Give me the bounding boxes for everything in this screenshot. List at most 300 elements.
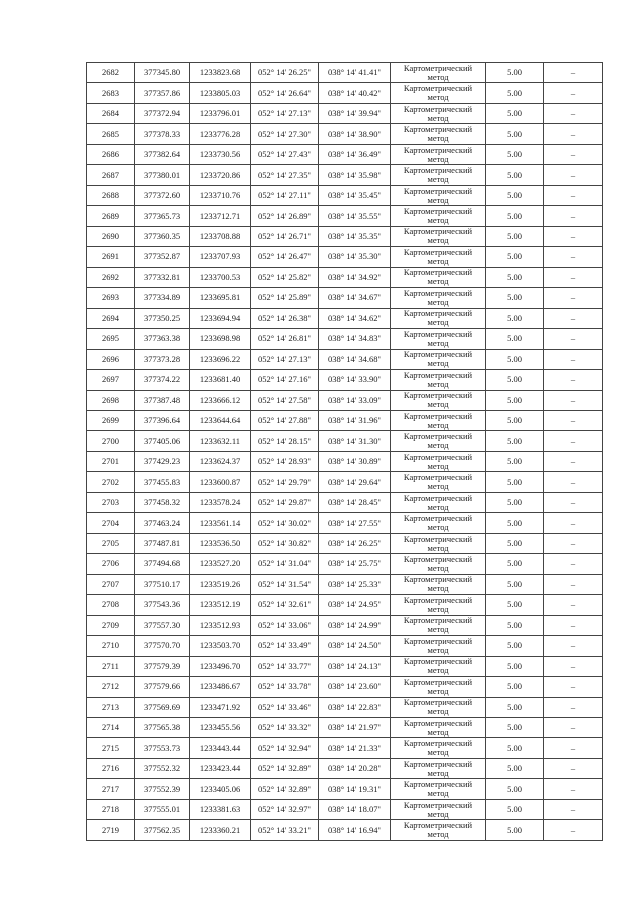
latitude-cell: 052° 14' 28.93" [251,451,319,471]
coord-y-cell: 1233696.22 [190,349,251,369]
method-line-2: метод [427,112,449,123]
latitude-cell: 052° 14' 31.54" [251,574,319,594]
note-cell: – [544,820,603,840]
longitude-cell: 038° 14' 34.67" [319,288,391,308]
coord-x-cell: 377382.64 [135,144,190,164]
note-cell: – [544,472,603,492]
method-line-1: Картометрический [403,410,473,421]
note-cell: – [544,779,603,799]
table-row [87,492,603,512]
latitude-cell: 052° 14' 27.43" [251,144,319,164]
accuracy-cell: 5.00 [486,513,544,533]
method-cell [391,206,486,226]
accuracy-cell: 5.00 [486,144,544,164]
point-number-cell: 2707 [87,574,135,594]
method-line-2: метод [427,92,449,103]
longitude-cell: 038° 14' 38.90" [319,124,391,144]
accuracy-cell: 5.00 [486,390,544,410]
table-row [87,288,603,308]
coord-x-cell: 377357.86 [135,83,190,103]
point-number-cell: 2694 [87,308,135,328]
coord-y-cell: 1233694.94 [190,308,251,328]
method-cell [391,144,486,164]
coord-x-cell: 377487.81 [135,533,190,553]
method-line-2: метод [427,726,449,737]
coord-y-cell: 1233776.28 [190,124,251,144]
latitude-cell: 052° 14' 29.87" [251,492,319,512]
accuracy-cell: 5.00 [486,758,544,778]
coord-x-cell: 377562.35 [135,820,190,840]
coord-y-cell: 1233512.93 [190,615,251,635]
note-cell: – [544,533,603,553]
note-cell: – [544,574,603,594]
note-cell: – [544,349,603,369]
coord-x-cell: 377405.06 [135,431,190,451]
method-line-2: метод [427,562,449,573]
table-row [87,718,603,738]
latitude-cell: 052° 14' 27.88" [251,410,319,430]
point-number-cell: 2712 [87,677,135,697]
method-line-2: метод [427,747,449,758]
method-line-1: Картометрический [403,185,473,196]
point-number-cell: 2688 [87,185,135,205]
note-cell: – [544,185,603,205]
point-number-cell: 2683 [87,83,135,103]
coord-y-cell: 1233710.76 [190,185,251,205]
method-cell [391,472,486,492]
method-cell [391,718,486,738]
coord-x-cell: 377332.81 [135,267,190,287]
note-cell: – [544,758,603,778]
longitude-cell: 038° 14' 20.28" [319,758,391,778]
latitude-cell: 052° 14' 32.97" [251,799,319,819]
point-number-cell: 2701 [87,451,135,471]
latitude-cell: 052° 14' 25.82" [251,267,319,287]
coord-x-cell: 377429.23 [135,451,190,471]
latitude-cell: 052° 14' 27.58" [251,390,319,410]
point-number-cell: 2704 [87,513,135,533]
coord-x-cell: 377570.70 [135,636,190,656]
table-row [87,267,603,287]
coord-y-cell: 1233443.44 [190,738,251,758]
point-number-cell: 2714 [87,718,135,738]
note-cell: – [544,451,603,471]
note-cell: – [544,63,603,83]
method-line-2: метод [427,276,449,287]
table-row [87,820,603,840]
latitude-cell: 052° 14' 33.49" [251,636,319,656]
coord-x-cell: 377458.32 [135,492,190,512]
method-line-2: метод [427,522,449,533]
table-row [87,615,603,635]
latitude-cell: 052° 14' 27.16" [251,370,319,390]
longitude-cell: 038° 14' 34.62" [319,308,391,328]
point-number-cell: 2684 [87,103,135,123]
latitude-cell: 052° 14' 26.64" [251,83,319,103]
coordinates-table [86,62,603,841]
coord-x-cell: 377352.87 [135,247,190,267]
coord-x-cell: 377360.35 [135,226,190,246]
longitude-cell: 038° 14' 35.30" [319,247,391,267]
method-cell [391,165,486,185]
note-cell: – [544,554,603,574]
coord-x-cell: 377552.39 [135,779,190,799]
method-line-1: Картометрический [403,717,473,728]
method-cell [391,758,486,778]
latitude-cell: 052° 14' 29.79" [251,472,319,492]
longitude-cell: 038° 14' 24.50" [319,636,391,656]
method-line-2: метод [427,685,449,696]
method-line-2: метод [427,460,449,471]
coord-x-cell: 377569.69 [135,697,190,717]
note-cell: – [544,329,603,349]
point-number-cell: 2708 [87,595,135,615]
note-cell: – [544,513,603,533]
table-row [87,83,603,103]
table-row [87,165,603,185]
longitude-cell: 038° 14' 21.97" [319,718,391,738]
method-line-1: Картометрический [403,328,473,339]
coord-y-cell: 1233681.40 [190,370,251,390]
point-number-cell: 2686 [87,144,135,164]
note-cell: – [544,124,603,144]
coord-y-cell: 1233600.87 [190,472,251,492]
note-cell: – [544,144,603,164]
accuracy-cell: 5.00 [486,370,544,390]
table-row [87,656,603,676]
longitude-cell: 038° 14' 19.31" [319,779,391,799]
longitude-cell: 038° 14' 24.99" [319,615,391,635]
coord-x-cell: 377463.24 [135,513,190,533]
point-number-cell: 2717 [87,779,135,799]
accuracy-cell: 5.00 [486,226,544,246]
method-line-1: Картометрический [403,615,473,626]
table-row [87,103,603,123]
note-cell: – [544,636,603,656]
note-cell: – [544,165,603,185]
method-line-2: метод [427,71,449,82]
latitude-cell: 052° 14' 30.02" [251,513,319,533]
note-cell: – [544,370,603,390]
method-cell [391,738,486,758]
method-line-2: метод [427,440,449,451]
method-line-2: метод [427,706,449,717]
accuracy-cell: 5.00 [486,83,544,103]
coord-x-cell: 377334.89 [135,288,190,308]
method-line-2: метод [427,235,449,246]
method-line-1: Картометрический [403,513,473,524]
method-cell [391,185,486,205]
method-line-2: метод [427,153,449,164]
coord-x-cell: 377387.48 [135,390,190,410]
coord-x-cell: 377455.83 [135,472,190,492]
note-cell: – [544,247,603,267]
latitude-cell: 052° 14' 33.32" [251,718,319,738]
table-row [87,124,603,144]
method-line-1: Картометрический [403,267,473,278]
longitude-cell: 038° 14' 29.64" [319,472,391,492]
method-line-1: Картометрический [403,451,473,462]
table-row [87,574,603,594]
accuracy-cell: 5.00 [486,206,544,226]
method-cell [391,329,486,349]
method-cell [391,63,486,83]
coord-y-cell: 1233695.81 [190,288,251,308]
longitude-cell: 038° 14' 27.55" [319,513,391,533]
method-line-1: Картометрический [403,349,473,360]
method-line-2: метод [427,133,449,144]
method-line-1: Картометрический [403,62,473,73]
coord-y-cell: 1233796.01 [190,103,251,123]
point-number-cell: 2693 [87,288,135,308]
note-cell: – [544,595,603,615]
method-cell [391,533,486,553]
method-cell [391,799,486,819]
method-cell [391,349,486,369]
note-cell: – [544,431,603,451]
table-row [87,144,603,164]
note-cell: – [544,267,603,287]
coord-y-cell: 1233512.19 [190,595,251,615]
coord-x-cell: 377555.01 [135,799,190,819]
table-row [87,390,603,410]
longitude-cell: 038° 14' 25.75" [319,554,391,574]
coord-x-cell: 377365.73 [135,206,190,226]
accuracy-cell: 5.00 [486,308,544,328]
longitude-cell: 038° 14' 35.45" [319,185,391,205]
note-cell: – [544,492,603,512]
accuracy-cell: 5.00 [486,410,544,430]
table-row [87,779,603,799]
coord-y-cell: 1233707.93 [190,247,251,267]
method-line-1: Картометрический [403,635,473,646]
accuracy-cell: 5.00 [486,595,544,615]
latitude-cell: 052° 14' 26.89" [251,206,319,226]
method-line-1: Картометрический [403,697,473,708]
method-line-1: Картометрический [403,369,473,380]
table-row [87,410,603,430]
coord-y-cell: 1233486.67 [190,677,251,697]
accuracy-cell: 5.00 [486,718,544,738]
method-line-2: метод [427,829,449,840]
latitude-cell: 052° 14' 26.25" [251,63,319,83]
coord-y-cell: 1233561.14 [190,513,251,533]
coord-x-cell: 377565.38 [135,718,190,738]
method-cell [391,410,486,430]
method-line-2: метод [427,399,449,410]
latitude-cell: 052° 14' 32.89" [251,758,319,778]
note-cell: – [544,308,603,328]
longitude-cell: 038° 14' 25.33" [319,574,391,594]
method-cell [391,103,486,123]
point-number-cell: 2689 [87,206,135,226]
latitude-cell: 052° 14' 33.77" [251,656,319,676]
table-row [87,758,603,778]
method-line-1: Картометрический [403,574,473,585]
note-cell: – [544,718,603,738]
method-line-2: метод [427,481,449,492]
accuracy-cell: 5.00 [486,431,544,451]
point-number-cell: 2709 [87,615,135,635]
latitude-cell: 052° 14' 30.82" [251,533,319,553]
coord-x-cell: 377372.60 [135,185,190,205]
latitude-cell: 052° 14' 27.35" [251,165,319,185]
coord-x-cell: 377372.94 [135,103,190,123]
method-line-1: Картометрический [403,758,473,769]
latitude-cell: 052° 14' 32.94" [251,738,319,758]
coord-x-cell: 377374.22 [135,370,190,390]
latitude-cell: 052° 14' 33.46" [251,697,319,717]
table-row [87,697,603,717]
latitude-cell: 052° 14' 27.30" [251,124,319,144]
method-line-2: метод [427,174,449,185]
method-cell [391,83,486,103]
table-row [87,206,603,226]
table-row [87,451,603,471]
accuracy-cell: 5.00 [486,329,544,349]
method-line-1: Картометрический [403,820,473,831]
method-cell [391,513,486,533]
coord-x-cell: 377510.17 [135,574,190,594]
method-cell [391,308,486,328]
table-row [87,370,603,390]
note-cell: – [544,83,603,103]
coord-x-cell: 377345.80 [135,63,190,83]
point-number-cell: 2713 [87,697,135,717]
method-cell [391,226,486,246]
accuracy-cell: 5.00 [486,124,544,144]
method-line-2: метод [427,378,449,389]
point-number-cell: 2705 [87,533,135,553]
accuracy-cell: 5.00 [486,472,544,492]
method-line-1: Картометрический [403,308,473,319]
coord-x-cell: 377373.28 [135,349,190,369]
note-cell: – [544,677,603,697]
longitude-cell: 038° 14' 35.35" [319,226,391,246]
coord-y-cell: 1233805.03 [190,83,251,103]
accuracy-cell: 5.00 [486,820,544,840]
point-number-cell: 2685 [87,124,135,144]
longitude-cell: 038° 14' 30.89" [319,451,391,471]
point-number-cell: 2706 [87,554,135,574]
longitude-cell: 038° 14' 21.33" [319,738,391,758]
point-number-cell: 2682 [87,63,135,83]
longitude-cell: 038° 14' 23.60" [319,677,391,697]
note-cell: – [544,390,603,410]
coord-y-cell: 1233698.98 [190,329,251,349]
note-cell: – [544,738,603,758]
longitude-cell: 038° 14' 34.83" [319,329,391,349]
accuracy-cell: 5.00 [486,574,544,594]
accuracy-cell: 5.00 [486,799,544,819]
note-cell: – [544,799,603,819]
method-line-1: Картометрический [403,472,473,483]
method-line-2: метод [427,194,449,205]
method-cell [391,124,486,144]
method-line-2: метод [427,788,449,799]
coord-y-cell: 1233381.63 [190,799,251,819]
point-number-cell: 2692 [87,267,135,287]
point-number-cell: 2695 [87,329,135,349]
table-row [87,308,603,328]
accuracy-cell: 5.00 [486,738,544,758]
method-cell [391,554,486,574]
method-line-2: метод [427,767,449,778]
table-row [87,636,603,656]
longitude-cell: 038° 14' 28.45" [319,492,391,512]
latitude-cell: 052° 14' 26.81" [251,329,319,349]
accuracy-cell: 5.00 [486,492,544,512]
coord-x-cell: 377350.25 [135,308,190,328]
method-cell [391,779,486,799]
coord-y-cell: 1233536.50 [190,533,251,553]
table-row [87,472,603,492]
point-number-cell: 2700 [87,431,135,451]
point-number-cell: 2696 [87,349,135,369]
accuracy-cell: 5.00 [486,554,544,574]
method-line-1: Картометрический [403,246,473,257]
coord-y-cell: 1233708.88 [190,226,251,246]
method-line-1: Картометрический [403,390,473,401]
longitude-cell: 038° 14' 33.90" [319,370,391,390]
method-line-1: Картометрический [403,431,473,442]
longitude-cell: 038° 14' 40.42" [319,83,391,103]
coord-x-cell: 377552.32 [135,758,190,778]
accuracy-cell: 5.00 [486,267,544,287]
table-row [87,677,603,697]
method-line-2: метод [427,255,449,266]
point-number-cell: 2710 [87,636,135,656]
method-line-1: Картометрический [403,799,473,810]
method-line-1: Картометрический [403,656,473,667]
coord-y-cell: 1233632.11 [190,431,251,451]
point-number-cell: 2687 [87,165,135,185]
coord-y-cell: 1233503.70 [190,636,251,656]
note-cell: – [544,226,603,246]
longitude-cell: 038° 14' 26.25" [319,533,391,553]
longitude-cell: 038° 14' 24.13" [319,656,391,676]
method-cell [391,697,486,717]
coord-y-cell: 1233823.68 [190,63,251,83]
method-line-1: Картометрический [403,287,473,298]
coord-y-cell: 1233471.92 [190,697,251,717]
point-number-cell: 2691 [87,247,135,267]
method-cell [391,574,486,594]
method-line-2: метод [427,358,449,369]
table-row [87,185,603,205]
method-line-2: метод [427,583,449,594]
coord-x-cell: 377396.64 [135,410,190,430]
accuracy-cell: 5.00 [486,636,544,656]
method-line-2: метод [427,624,449,635]
latitude-cell: 052° 14' 26.38" [251,308,319,328]
method-cell [391,267,486,287]
longitude-cell: 038° 14' 33.09" [319,390,391,410]
table-row [87,595,603,615]
table-row [87,349,603,369]
method-line-2: метод [427,215,449,226]
method-line-2: метод [427,644,449,655]
method-cell [391,492,486,512]
longitude-cell: 038° 14' 24.95" [319,595,391,615]
table-row [87,533,603,553]
method-cell [391,288,486,308]
longitude-cell: 038° 14' 18.07" [319,799,391,819]
coord-x-cell: 377380.01 [135,165,190,185]
method-line-2: метод [427,808,449,819]
coord-x-cell: 377363.38 [135,329,190,349]
coord-y-cell: 1233712.71 [190,206,251,226]
